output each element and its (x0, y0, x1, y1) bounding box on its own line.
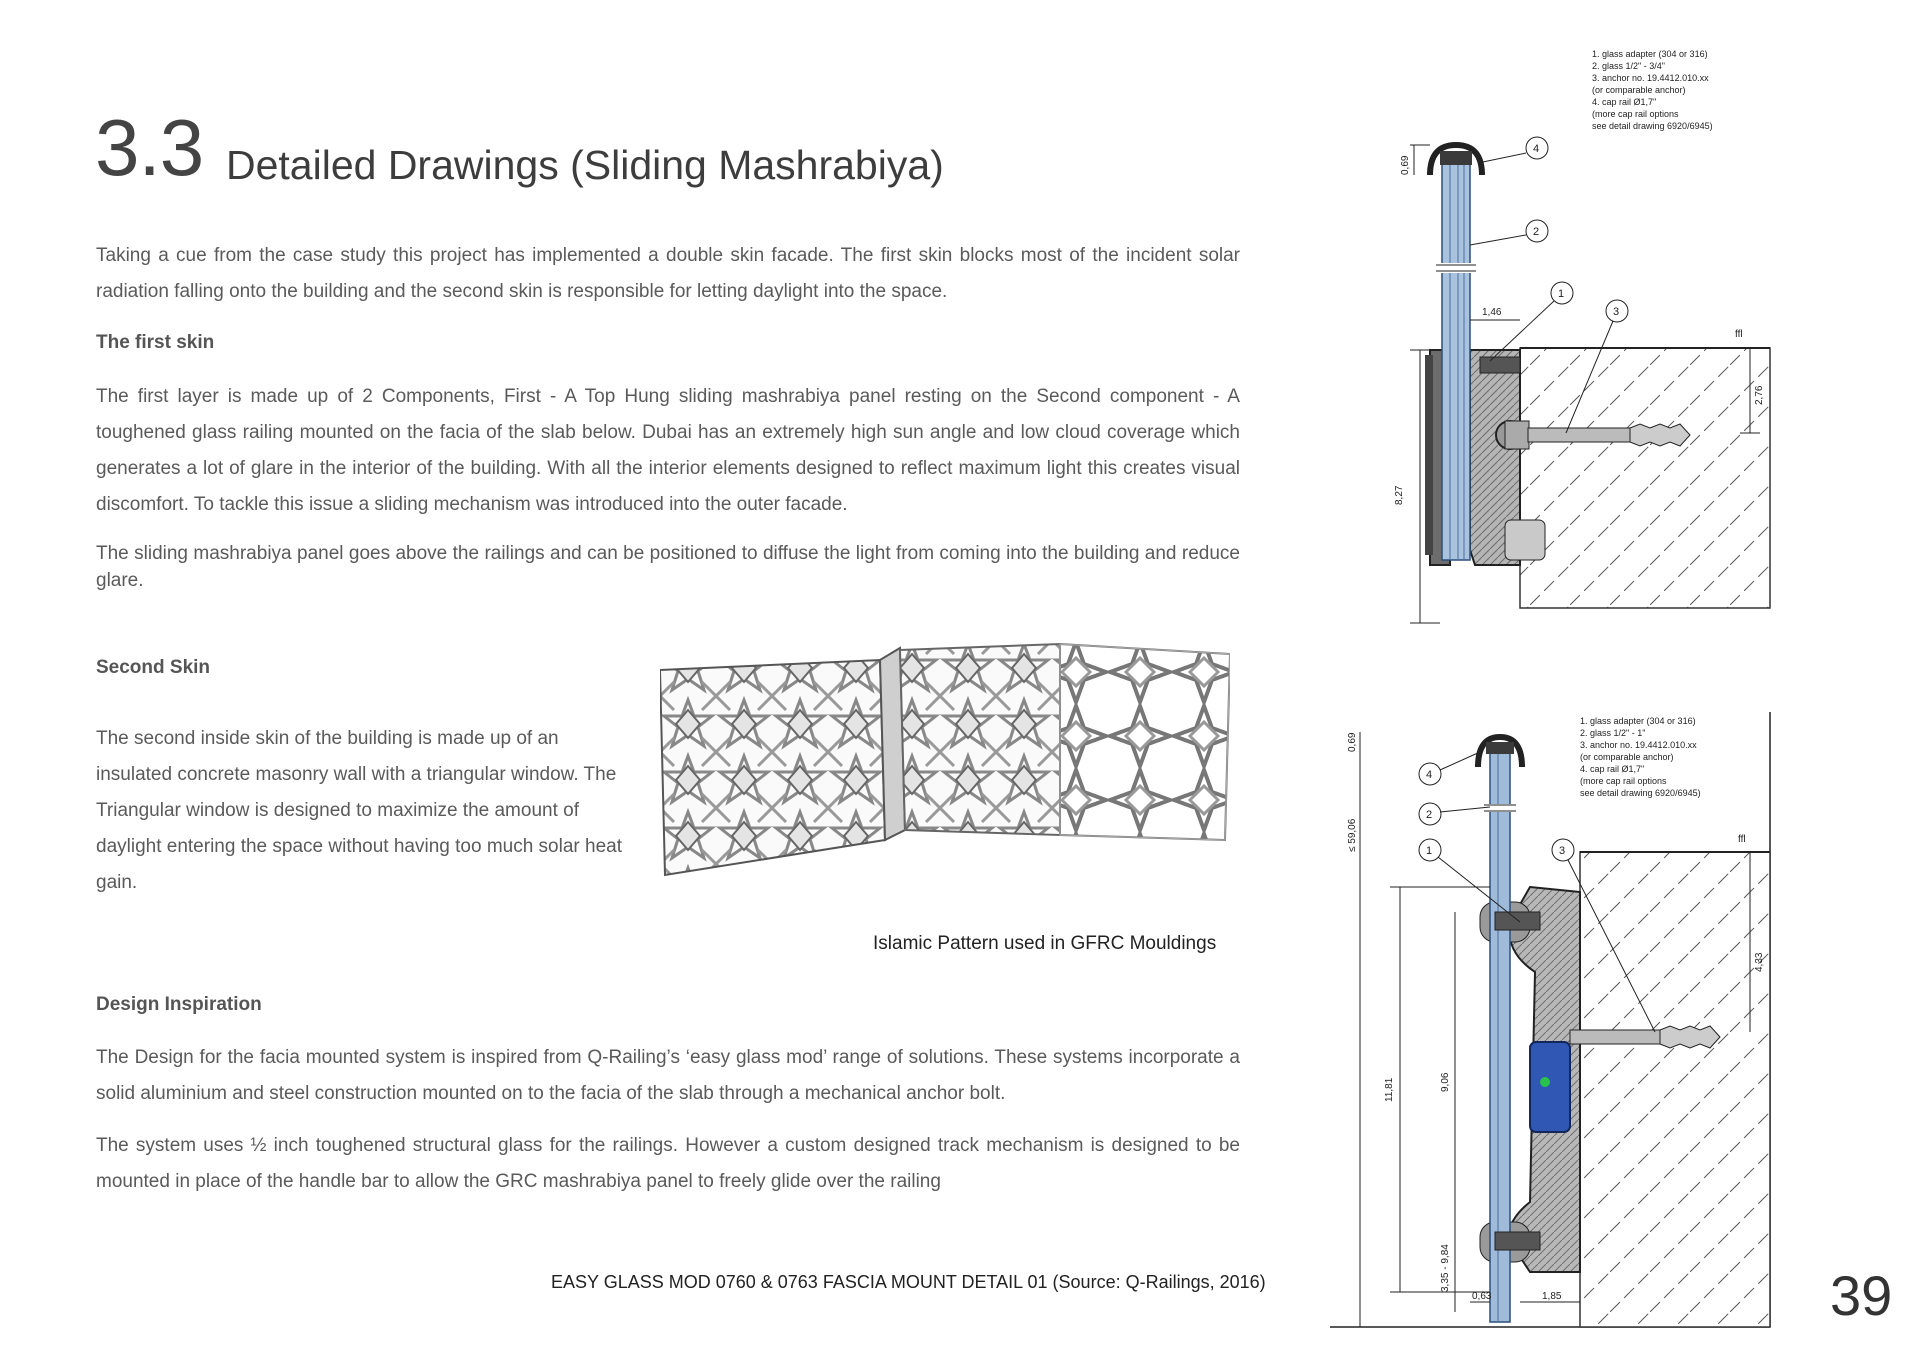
drawing-top-note: (or comparable anchor) (1592, 85, 1686, 95)
drawing-top-note: 1. glass adapter (304 or 316) (1592, 49, 1708, 59)
dim-w1: 0,63 (1472, 1291, 1492, 1302)
fascia-mount-drawing-top (1330, 45, 1780, 675)
drawing-top-note: (more cap rail options (1592, 109, 1679, 119)
callout-2: 2 (1533, 226, 1540, 238)
drawing-bottom-note: 3. anchor no. 19.4412.010.xx (1580, 740, 1697, 750)
pattern-caption: Islamic Pattern used in GFRC Mouldings (873, 933, 1217, 954)
section-number: 3.3 (95, 103, 204, 192)
drawing-bottom-note: (more cap rail options (1580, 776, 1667, 786)
first-skin-paragraph-2: The sliding mashrabiya panel goes above the railings and can be positioned to diffuse the light from coming into the building and reduce glare. (96, 543, 1240, 591)
callout-1: 1 (1558, 288, 1565, 300)
islamic-pattern-image (660, 640, 1230, 880)
fascia-mount-drawing-bottom (1330, 712, 1780, 1332)
dim-offset: 1,46 (1482, 307, 1502, 318)
second-skin-paragraph: The second inside skin of the building is made up of an insulated concrete masonry wall with a triangular window. The Triangular window is designed to maximize the amount of daylight entering the space without having too much solar heat gain. (96, 728, 622, 893)
design-inspiration-paragraph-1: The Design for the facia mounted system is inspired from Q-Railing’s ‘easy glass mod’ range of solutions. These systems incorporate a solid aluminium and steel construction mounted on to the facia of the slab through a mechanical anchor bolt. (96, 1047, 1240, 1104)
drawing-bottom-note: (or comparable anchor) (1580, 752, 1674, 762)
drawing-bottom-note: 2. glass 1/2" - 1" (1580, 728, 1646, 738)
drawing-bottom-note: 1. glass adapter (304 or 316) (1580, 716, 1696, 726)
callout-3-bottom: 3 (1559, 845, 1566, 857)
ffl-label: ffl (1735, 329, 1743, 340)
page-number: 39 (1830, 1264, 1893, 1327)
drawing-bottom-note: 4. cap rail Ø1,7" (1580, 764, 1645, 774)
drawing-bottom-note: see detail drawing 6920/6945) (1580, 788, 1701, 798)
first-skin-heading: The first skin (96, 332, 215, 353)
figure-caption: EASY GLASS MOD 0760 & 0763 FASCIA MOUNT DETAIL 01 (Source: Q-Railings, 2016) (551, 1272, 1266, 1292)
callout-4-bottom: 4 (1426, 769, 1433, 781)
second-skin-heading: Second Skin (96, 657, 211, 678)
dim-depth: 2,76 (1754, 385, 1765, 405)
drawing-top-notes (1592, 49, 1713, 131)
dim-w2: 1,85 (1542, 1291, 1562, 1302)
ffl-label-bottom: ffl (1738, 834, 1746, 845)
design-inspiration-paragraph-2: The system uses ½ inch toughened structural glass for the railings. However a custom designed track mechanism is designed to be mounted in place of the handle bar to allow the GRC mashrabiya panel to freely glide over the railing (96, 1135, 1240, 1192)
callout-4: 4 (1533, 143, 1540, 155)
dim-height: 8,27 (1394, 485, 1405, 505)
drawing-top-note: see detail drawing 6920/6945) (1592, 121, 1713, 131)
intro-paragraph: Taking a cue from the case study this project has implemented a double skin facade. The first skin blocks most of the incident solar radiation falling onto the building and the second skin is responsible for letting daylight into the space. (96, 245, 1240, 302)
callout-2-bottom: 2 (1426, 809, 1433, 821)
callout-3: 3 (1613, 306, 1620, 318)
page-title: Detailed Drawings (Sliding Mashrabiya) (226, 142, 944, 188)
dim-depth-bottom: 4,33 (1754, 952, 1765, 972)
dim-cap-bottom: 0,69 (1347, 732, 1358, 752)
dim-total: ≤ 59,06 (1347, 818, 1358, 852)
dim-h3: 3,35 - 9,84 (1440, 1244, 1451, 1292)
dim-h1: 11,81 (1384, 1077, 1395, 1102)
drawing-top-note: 4. cap rail Ø1,7" (1592, 97, 1657, 107)
drawing-top-note: 3. anchor no. 19.4412.010.xx (1592, 73, 1709, 83)
first-skin-paragraph-1: The first layer is made up of 2 Components, First - A Top Hung sliding mashrabiya panel resting on the Second component - A toughened glass railing mounted on the facia of the slab below. Dubai has an extremely high sun angle and low cloud coverage which generates a lot of glare in the interior of the building. With all the interior elements designed to reflect maximum light this creates visual discomfort. To tackle this issue a sliding mechanism was introduced into the outer facade. (96, 386, 1240, 515)
drawing-top-note: 2. glass 1/2" - 3/4" (1592, 61, 1665, 71)
design-inspiration-heading: Design Inspiration (96, 994, 262, 1015)
callout-1-bottom: 1 (1426, 845, 1433, 857)
dim-cap: 0,69 (1400, 155, 1411, 175)
dim-h2: 9,06 (1440, 1072, 1451, 1092)
